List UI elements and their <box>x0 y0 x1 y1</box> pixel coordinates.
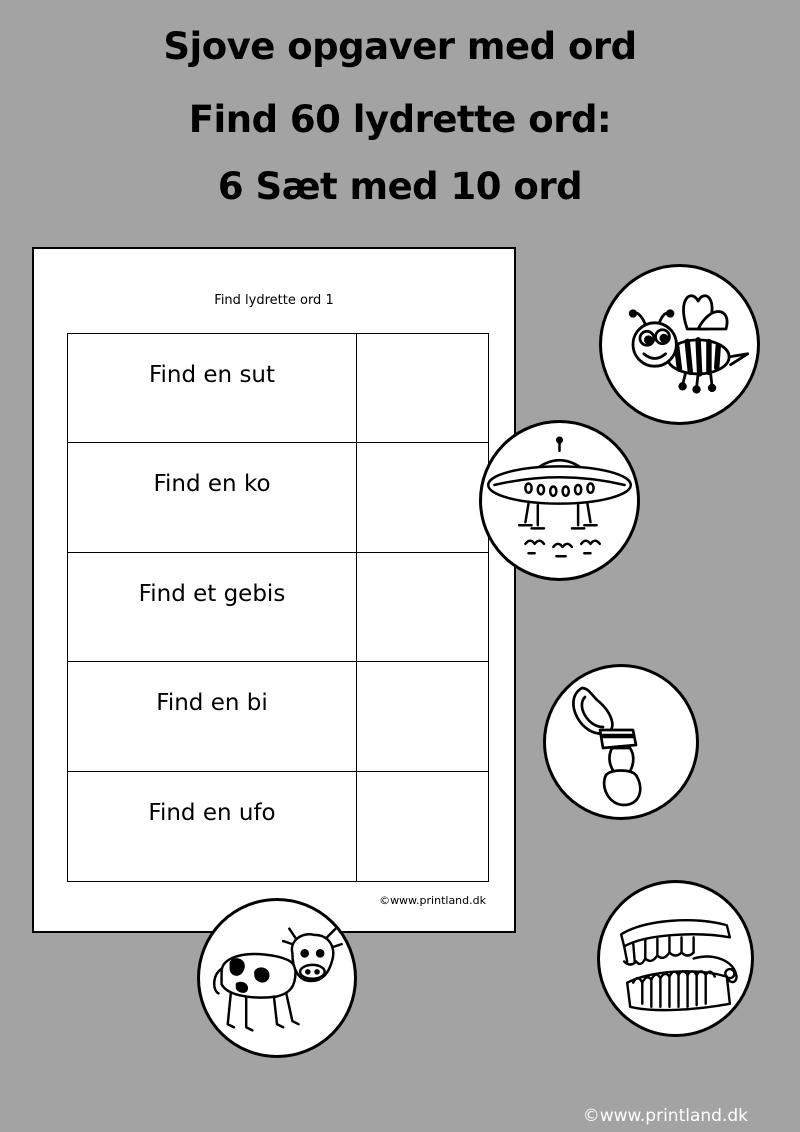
prompt-cell: Find en ufo <box>68 772 357 881</box>
worksheet-preview <box>32 247 516 933</box>
pacifier-picture <box>543 664 699 820</box>
worksheet-title: Find lydrette ord 1 <box>214 293 334 308</box>
dentures-picture <box>597 880 754 1037</box>
prompt-cell: Find et gebis <box>68 553 357 662</box>
answer-cell <box>357 334 488 443</box>
title-line-1: Sjove opgaver med ord <box>163 25 637 68</box>
title-line-3: 6 Sæt med 10 ord <box>217 165 583 208</box>
cow-icon <box>200 901 354 1055</box>
answer-cell <box>357 443 488 552</box>
prompt-cell: Find en bi <box>68 662 357 771</box>
cow-picture <box>197 898 357 1058</box>
answer-cell <box>357 553 488 662</box>
answer-cell <box>357 772 488 881</box>
dentures-icon <box>600 883 751 1034</box>
ufo-picture <box>479 420 640 581</box>
answer-cell <box>357 662 488 771</box>
ufo-icon <box>482 423 637 578</box>
bee-icon <box>602 267 757 422</box>
worksheet-table <box>67 333 489 882</box>
worksheet-copyright: ©www.printland.dk <box>379 894 486 907</box>
bee-picture <box>599 264 760 425</box>
pacifier-icon <box>546 667 696 817</box>
site-credit: ©www.printland.dk <box>582 1106 748 1126</box>
prompt-cell: Find en ko <box>68 443 357 552</box>
title-line-2: Find 60 lydrette ord: <box>188 98 612 141</box>
prompt-cell: Find en sut <box>68 334 357 443</box>
